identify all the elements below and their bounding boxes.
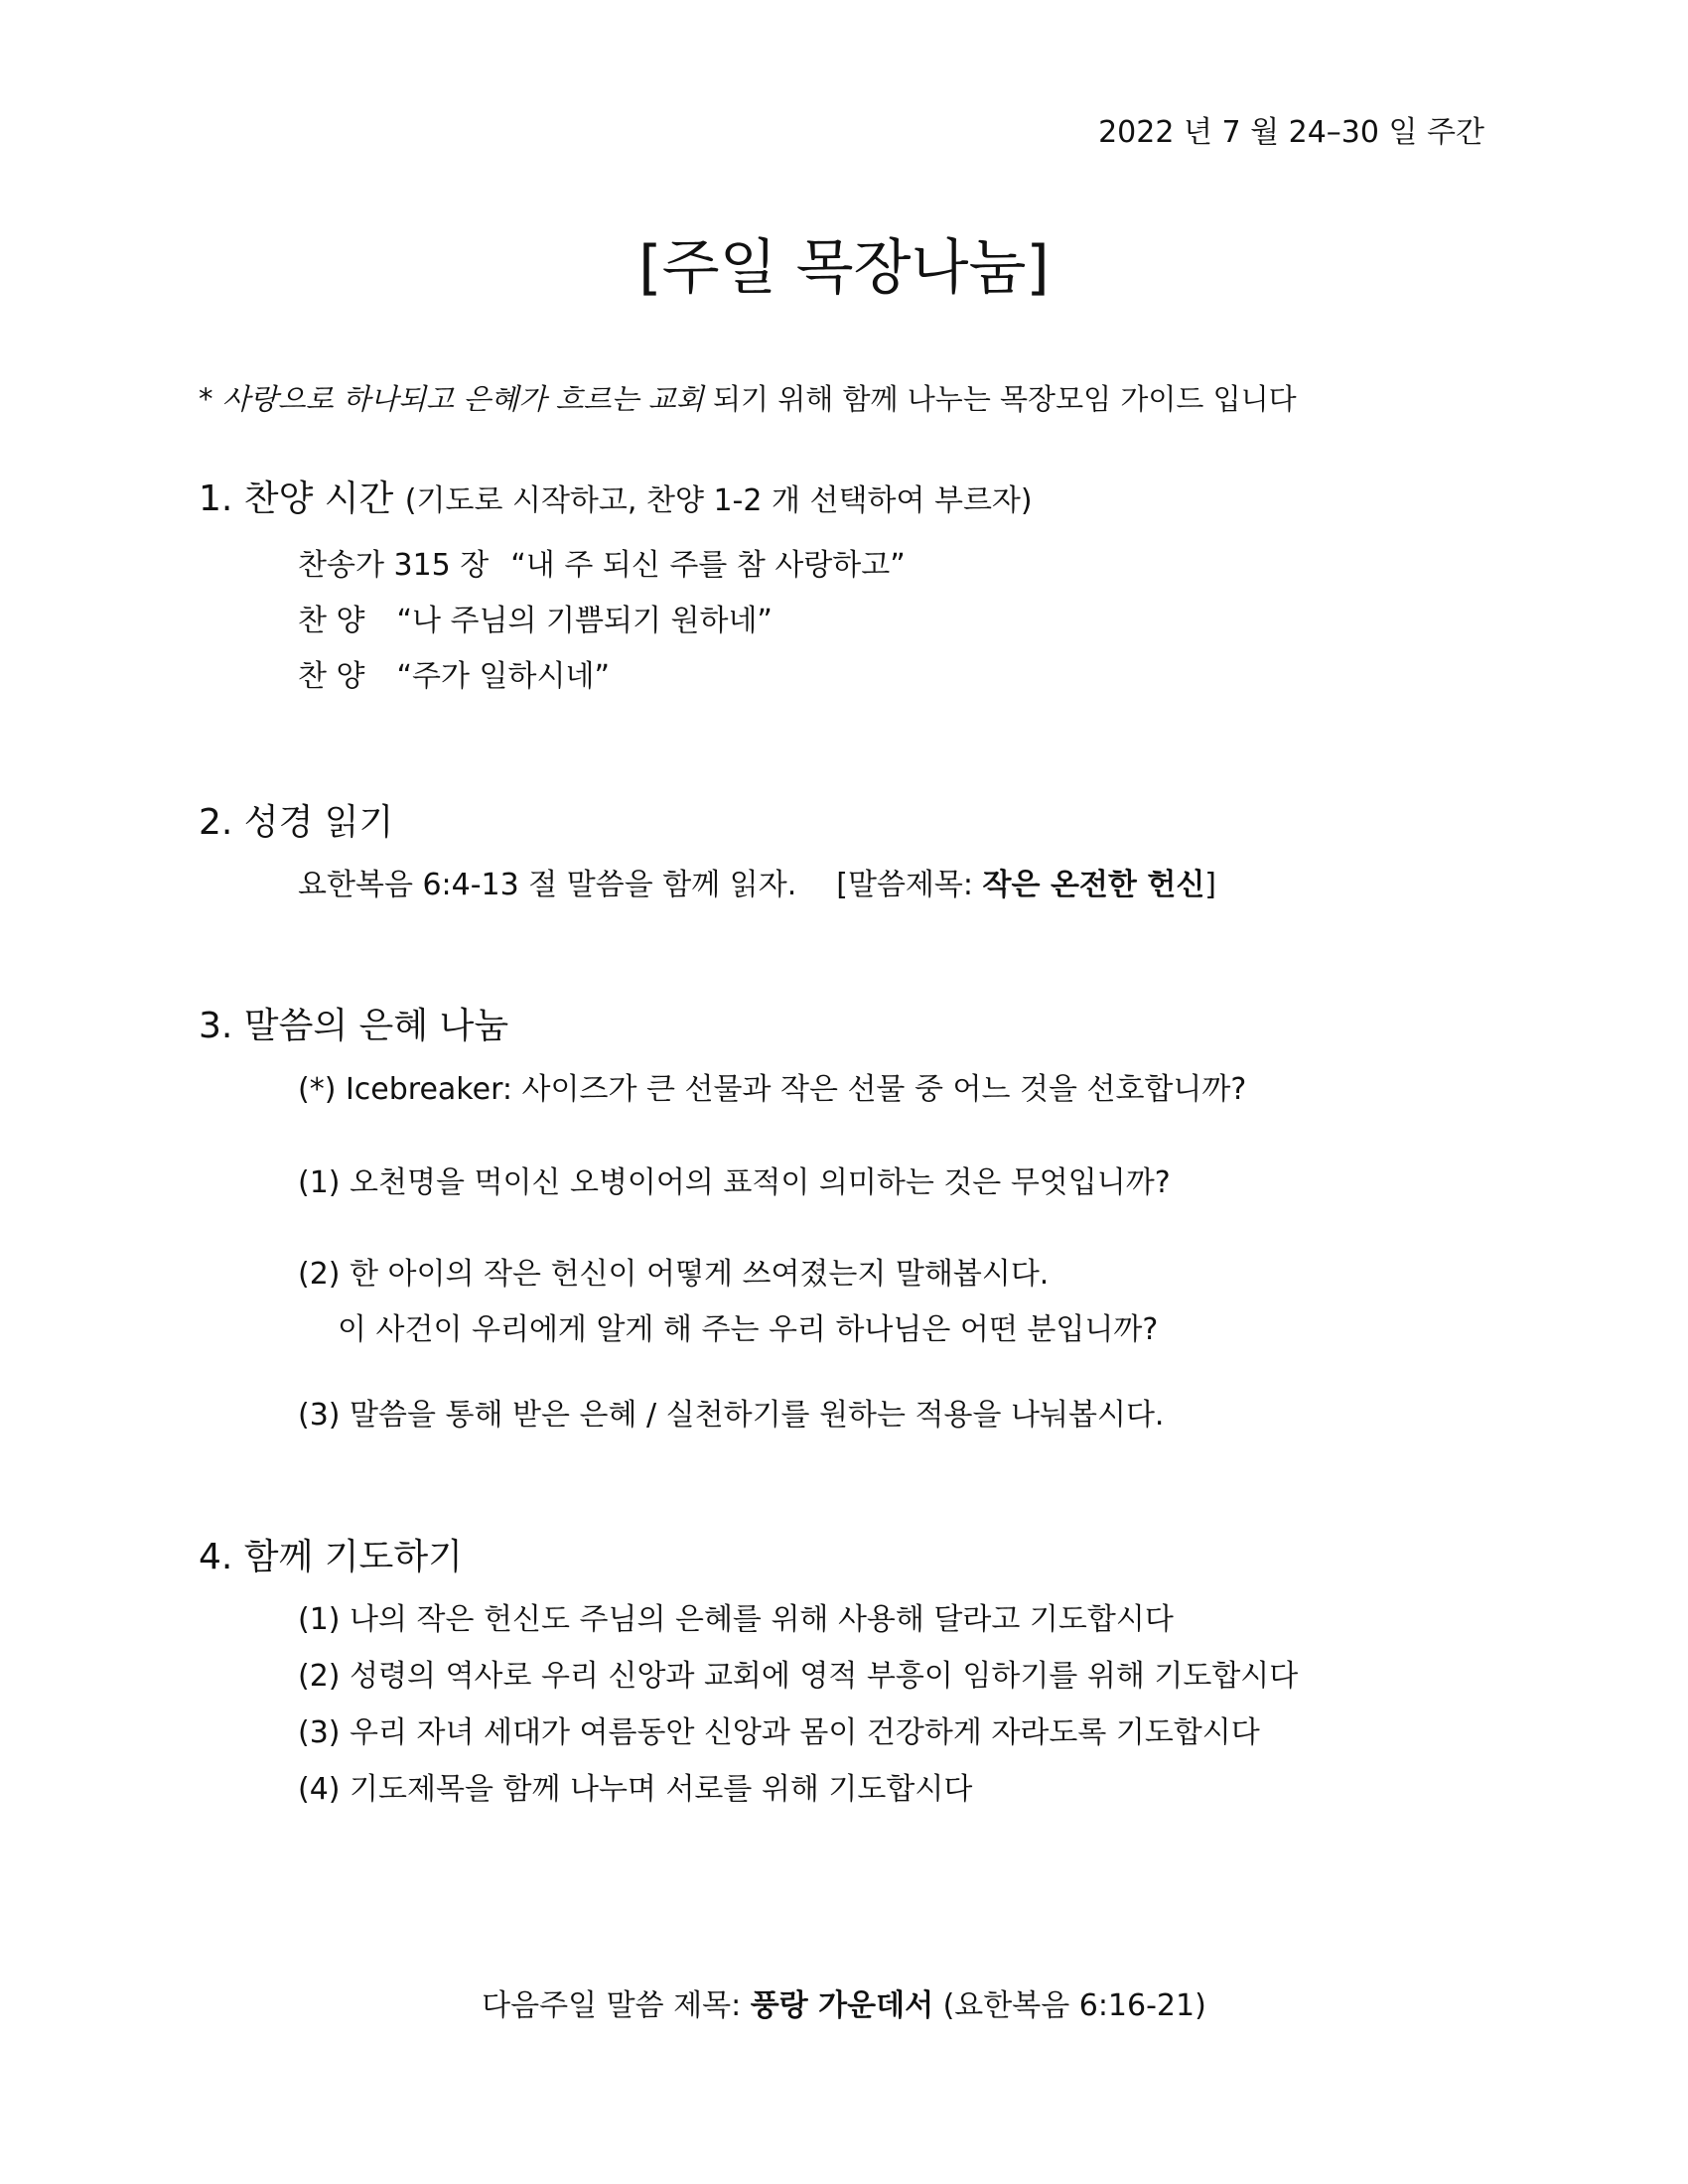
prayer-item-1: (1) 나의 작은 헌신도 주님의 은혜를 위해 사용해 달라고 기도합시다 (298, 1602, 1174, 1637)
section1-heading (199, 471, 1033, 521)
question-2b: 이 사건이 우리에게 알게 해 주는 우리 하나님은 어떤 분입니까? (338, 1312, 1159, 1347)
bible-reading-line (298, 860, 1216, 903)
song-title: “내 주 되신 주를 참 사랑하고” (510, 548, 906, 583)
prayer-item-2: (2) 성령의 역사로 우리 신앙과 교회에 영적 부흥이 임하기를 위해 기도합시다 (298, 1659, 1299, 1694)
song-title: “주가 일하시네” (396, 659, 610, 694)
section2-heading: 2. 성경 읽기 (199, 802, 394, 843)
question-1: (1) 오천명을 먹이신 오병이어의 표적이 의미하는 것은 무엇입니까? (298, 1165, 1171, 1200)
sermon-suffix: ] (1204, 868, 1217, 902)
song-line-3 (298, 651, 610, 695)
song-label: 찬 양 (298, 604, 365, 638)
question-3: (3) 말씀을 통해 받은 은혜 / 실천하기를 원하는 적용을 나눠봅시다. (298, 1398, 1165, 1433)
song-label: 찬 양 (298, 659, 365, 694)
next-sermon-title: 풍랑 가운데서 (750, 1988, 934, 2023)
next-sermon (0, 1980, 1688, 2024)
icebreaker-question: (*) Icebreaker: 사이즈가 큰 선물과 작은 선물 중 어느 것을 선호합니까? (298, 1072, 1247, 1107)
intro-star: * (199, 382, 222, 416)
song-label: 찬송가 315 장 (298, 548, 490, 583)
sermon-title: 작은 온전한 헌신 (982, 868, 1205, 902)
section3-heading: 3. 말씀의 은혜 나눔 (199, 1006, 509, 1046)
intro-italic: 사랑으로 하나되고 은혜가 흐르는 교회 (221, 382, 704, 416)
song-title: “나 주님의 기쁨되기 원하네” (396, 604, 773, 638)
intro-text (199, 377, 1297, 418)
next-sermon-reference: (요한복음 6:16-21) (933, 1988, 1206, 2023)
song-line-1 (298, 540, 906, 584)
page-title: [주일 목장나눔] (638, 233, 1050, 303)
next-sermon-prefix: 다음주일 말씀 제목: (482, 1988, 751, 2023)
intro-rest: 되기 위해 함께 나누는 목장모임 가이드 입니다 (703, 382, 1297, 416)
sermon-prefix: [말씀제목: (836, 868, 983, 902)
bible-reading: 요한복음 6:4-13 절 말씀을 함께 읽자. (298, 868, 797, 902)
document-date: 2022 년 7 월 24–30 일 주간 (1098, 115, 1484, 150)
section4-heading: 4. 함께 기도하기 (199, 1537, 463, 1577)
song-line-2 (298, 596, 773, 639)
section1-title: 1. 찬양 시간 (199, 478, 405, 519)
section1-subtitle: (기도로 시작하고, 찬양 1-2 개 선택하여 부르자) (404, 483, 1033, 518)
question-2a: (2) 한 아이의 작은 헌신이 어떻게 쓰여졌는지 말해봅시다. (298, 1257, 1050, 1292)
prayer-item-4: (4) 기도제목을 함께 나누며 서로를 위해 기도합시다 (298, 1772, 973, 1807)
prayer-item-3: (3) 우리 자녀 세대가 여름동안 신앙과 몸이 건강하게 자라도록 기도합시다 (298, 1715, 1260, 1750)
